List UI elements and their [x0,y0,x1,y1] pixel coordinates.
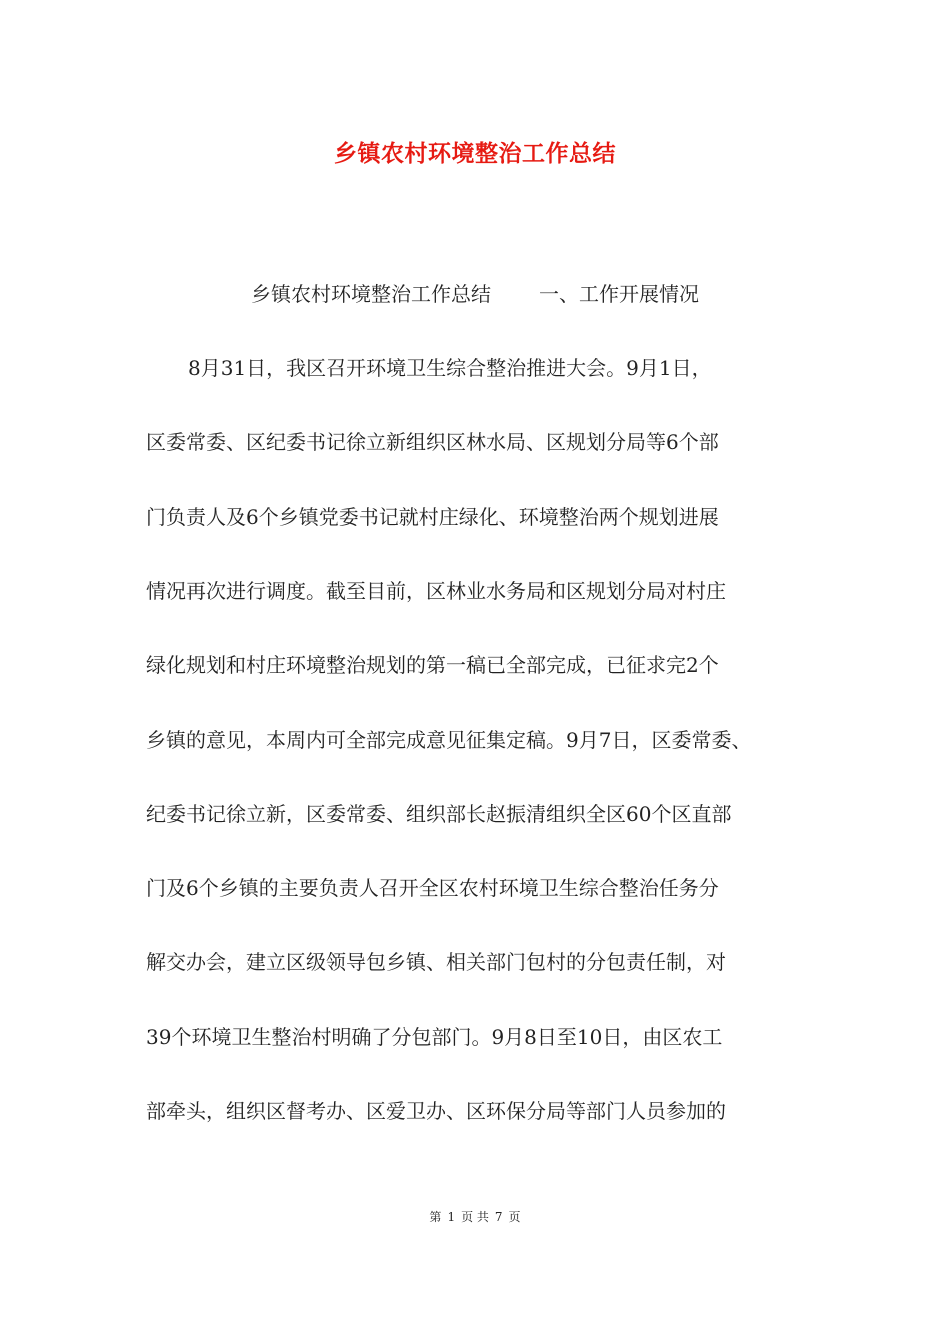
body-line-6: 乡镇的意见，本周内可全部完成意见征集定稿。9月7日，区委常委、 [146,728,752,752]
body-line-9: 解交办会，建立区级领导包乡镇、相关部门包村的分包责任制，对 [146,950,726,974]
body-line-11: 部牵头，组织区督考办、区爱卫办、区环保分局等部门人员参加的 [146,1099,726,1123]
document-subheading [0,276,950,312]
document-title: 乡镇农村环境整治工作总结 [334,141,616,167]
body-line-5: 绿化规划和村庄环境整治规划的第一稿已全部完成，已征求完2个 [146,653,719,677]
body-line-3: 门负责人及6个乡镇党委书记就村庄绿化、环境整治两个规划进展 [146,505,719,529]
body-line-8: 门及6个乡镇的主要负责人召开全区农村环境卫生综合整治任务分 [146,876,719,900]
body-line-4: 情况再次进行调度。截至目前，区林业水务局和区规划分局对村庄 [146,579,726,603]
footer-prefix: 第 [429,1210,442,1224]
footer-total-pages: 7 [494,1210,503,1224]
body-line-2: 区委常委、区纪委书记徐立新组织区林水局、区规划分局等6个部 [146,430,719,454]
body-line-10: 39个环境卫生整治村明确了分包部门。9月8日至10日，由区农工 [146,1025,723,1049]
footer-current-page: 1 [447,1210,456,1224]
body-line-1: 8月31日，我区召开环境卫生综合整治推进大会。9月1日， [188,356,712,380]
subheading-left: 乡镇农村环境整治工作总结 [251,282,491,306]
footer-middle: 页 共 [461,1210,489,1224]
subheading-right: 一、工作开展情况 [539,282,699,306]
page-footer [0,1207,950,1227]
body-line-7: 纪委书记徐立新，区委常委、组织部长赵振清组织全区60个区直部 [146,802,732,826]
footer-suffix: 页 [508,1210,521,1224]
